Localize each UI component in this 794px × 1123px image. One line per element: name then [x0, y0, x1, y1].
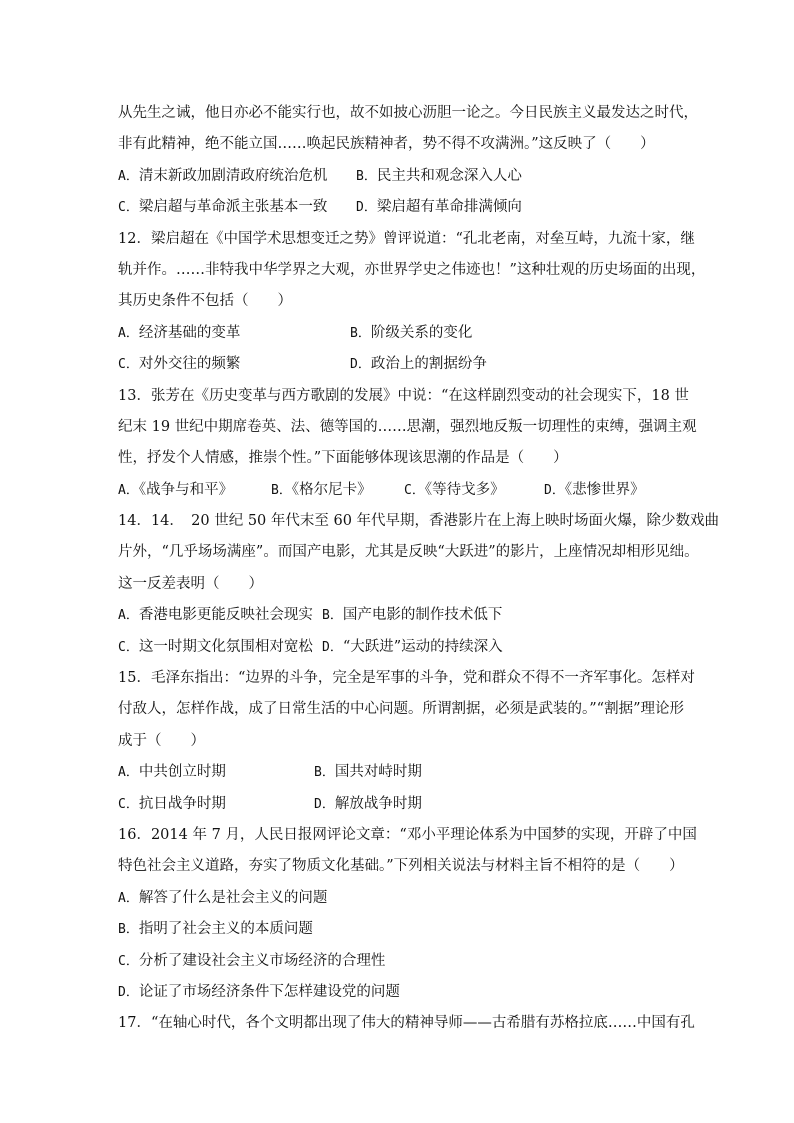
option-text: 解放战争时期	[334, 795, 422, 812]
question-text-line: 纪末 19 世纪中期席卷英、法、德等国的……思潮，强烈地反叛一切理性的束缚，强调主观	[118, 418, 697, 435]
option-c	[118, 632, 313, 663]
option-letter: D．	[350, 357, 371, 373]
question-text-line: 轨并作。……非特我中华学界之大观，亦世界学史之伟迹也！”这种壮观的历史场面的出现，	[118, 261, 706, 278]
option-text: 抗日战争时期	[138, 795, 226, 812]
options-row	[118, 757, 680, 788]
option-text: 清末新政加剧清政府统治危机	[138, 167, 328, 184]
question-16	[118, 820, 697, 1008]
option-c	[118, 192, 327, 223]
option-text: 梁启超有革命排满倾向	[376, 199, 522, 216]
question-text-line: 付敌人，怎样作战，成了日常生活的中心问题。所谓割据，必须是武装的。”“割据”理论形	[118, 701, 684, 718]
option-d	[118, 977, 680, 1008]
option-d	[544, 475, 645, 506]
option-text: 国产电影的制作技术低下	[342, 607, 503, 624]
option-letter: B．	[118, 922, 139, 938]
option-letter: C．	[118, 953, 139, 969]
question-text-line: 性，抒发个人情感，推崇个性。”下面能够体现该思潮的作品是（ ）	[118, 450, 568, 467]
question-17	[118, 1008, 695, 1039]
question-text-line: 14．14． 20 世纪 50 年代末至 60 年代早期，香港影片在上海上映时场面火爆，除少数戏曲	[118, 513, 720, 530]
options-row	[118, 475, 680, 506]
option-text: 解答了什么是社会主义的问题	[138, 889, 328, 906]
question-11-tail	[118, 98, 698, 224]
option-b	[350, 318, 472, 349]
option-b	[271, 475, 372, 506]
option-c	[118, 349, 240, 380]
option-letter: A．	[118, 608, 139, 624]
question-15	[118, 663, 695, 820]
option-letter: D．	[356, 200, 377, 216]
option-text: 这一时期文化氛围相对宽松	[138, 638, 313, 655]
option-letter: C．	[118, 796, 139, 812]
option-letter: C．	[118, 200, 139, 216]
option-text: 《悲惨世界》	[564, 481, 645, 498]
option-a	[118, 600, 313, 631]
option-d	[350, 349, 487, 380]
options-row	[118, 318, 680, 349]
question-text-line: 15．毛泽东指出：“边界的斗争，完全是军事的斗争，党和群众不得不一齐军事化。怎样对	[118, 670, 695, 687]
document-page	[118, 98, 720, 1040]
options-row	[118, 789, 680, 820]
option-text: 《战争与和平》	[138, 481, 234, 498]
option-a	[118, 475, 233, 506]
options-row	[118, 349, 680, 380]
question-text-line: 12．梁启超在《中国学术思想变迁之势》曾评说道：“孔北老南，对垒互峙，九流十家，继	[118, 230, 695, 247]
question-text-line: 成于（ ）	[118, 732, 205, 749]
option-text: 政治上的割据纷争	[370, 356, 487, 373]
option-letter: A．	[118, 168, 139, 184]
option-letter: B．	[350, 325, 371, 341]
option-letter: C．	[404, 482, 425, 498]
option-a	[118, 161, 327, 192]
option-a	[118, 883, 680, 914]
option-b	[322, 600, 502, 631]
option-text: 对外交往的频繁	[138, 356, 241, 373]
option-a	[118, 757, 226, 788]
question-text-line: 13．张芳在《历史变革与西方歌剧的发展》中说：“在这样剧烈变动的社会现实下，18 世	[118, 387, 689, 404]
option-text: 《格尔尼卡》	[291, 481, 372, 498]
question-text-line: 17．“在轴心时代，各个文明都出现了伟大的精神导师——古希腊有苏格拉底……中国有孔	[118, 1015, 695, 1032]
question-text-line: 特色社会主义道路，夯实了物质文化基础。”下列相关说法与材料主旨不相符的是（ ）	[118, 858, 684, 875]
question-text-line: 这一反差表明（ ）	[118, 575, 263, 592]
option-c	[118, 946, 680, 977]
option-d	[356, 192, 522, 223]
options-row	[118, 600, 680, 631]
option-letter: D．	[544, 482, 565, 498]
option-text: 梁启超与革命派主张基本一致	[138, 199, 328, 216]
option-letter: B．	[356, 168, 377, 184]
option-letter: A．	[118, 325, 139, 341]
option-text: 中共创立时期	[138, 764, 226, 781]
option-c	[404, 475, 505, 506]
option-letter: B．	[314, 765, 335, 781]
question-text-line: 16．2014 年 7 月，人民日报网评论文章：“邓小平理论体系为中国梦的实现，开辟了中国	[118, 826, 697, 843]
option-text: 香港电影更能反映社会现实	[138, 607, 313, 624]
option-text: “大跃进”运动的持续深入	[342, 638, 503, 655]
question-text-line: 从先生之诫，他日亦必不能实行也，故不如披心沥胆一论之。今日民族主义最发达之时代，	[118, 105, 698, 121]
option-letter: A．	[118, 765, 139, 781]
question-text-line: 非有此精神，绝不能立国……唤起民族精神者，势不得不攻满洲。”这反映了（ ）	[118, 136, 655, 153]
option-text: 《等待戈多》	[424, 481, 505, 498]
option-a	[118, 318, 240, 349]
option-letter: A．	[118, 890, 139, 906]
question-text-line: 片外，“几乎场场满座”。而国产电影，尤其是反映“大跃进”的影片，上座情况却相形见绌。	[118, 544, 699, 561]
option-text: 经济基础的变革	[138, 324, 241, 341]
option-letter: B．	[322, 608, 343, 624]
question-12	[118, 224, 706, 381]
option-text: 国共对峙时期	[334, 764, 422, 781]
option-d	[322, 632, 503, 663]
options-row	[118, 161, 680, 192]
option-b	[314, 757, 422, 788]
options-row	[118, 632, 680, 663]
option-letter: D．	[118, 984, 139, 1000]
option-text: 阶级关系的变化	[370, 324, 473, 341]
options-row	[118, 192, 680, 223]
question-14	[118, 506, 720, 663]
option-letter: D．	[314, 796, 335, 812]
option-letter: A．	[118, 482, 139, 498]
question-13	[118, 381, 697, 507]
question-text-line: 其历史条件不包括（ ）	[118, 293, 292, 310]
option-b	[118, 914, 680, 945]
option-b	[356, 161, 522, 192]
option-letter: D．	[322, 639, 343, 655]
option-letter: C．	[118, 357, 139, 373]
option-text: 论证了市场经济条件下怎样建设党的问题	[138, 983, 400, 1000]
option-c	[118, 789, 226, 820]
option-text: 民主共和观念深入人心	[376, 167, 522, 184]
option-d	[314, 789, 422, 820]
option-text: 指明了社会主义的本质问题	[138, 921, 313, 938]
option-text: 分析了建设社会主义市场经济的合理性	[138, 952, 386, 969]
option-letter: B．	[271, 482, 292, 498]
option-letter: C．	[118, 639, 139, 655]
